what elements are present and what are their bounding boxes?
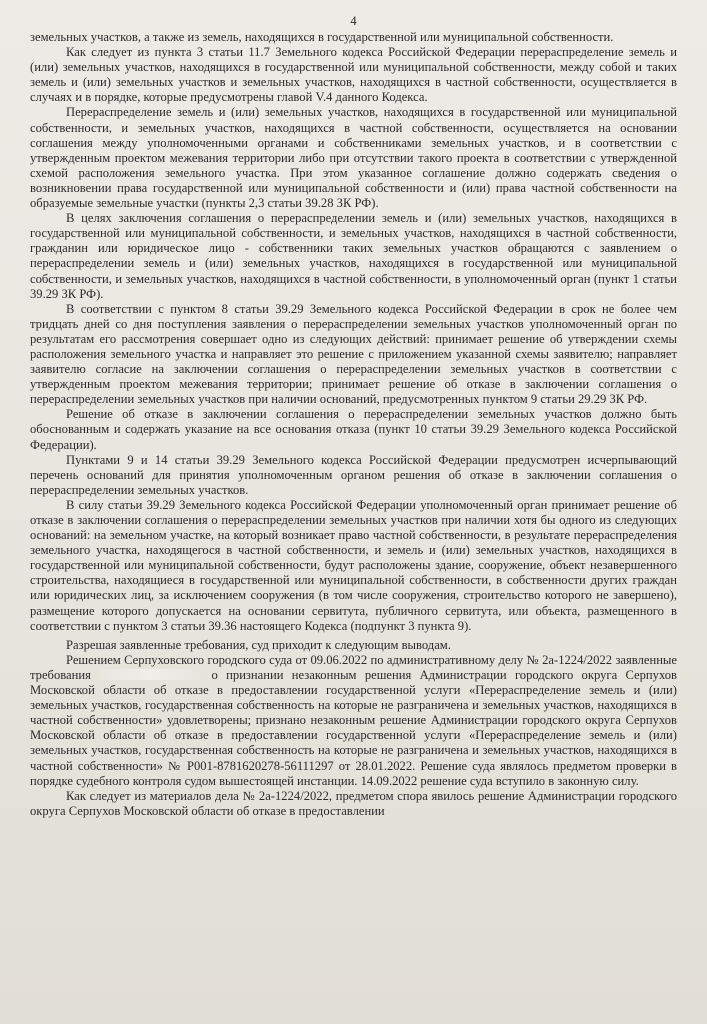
paragraph-case-materials: Как следует из материалов дела № 2а-1224/2022, предметом спора явилось решение Администрации городского округа Серпухов Московской области об отказе в предоставлении [30,788,677,818]
paragraph-application: В целях заключения соглашения о перераспределении земель и (или) земельных участков, находящихся в государственной или муниципальной собственности, и земельных участков, находящихся в частной собственности, гражданин или юридическое лицо - собственники таких земельных участков обращаются с заявлением о перераспределении земель и (или) земельных участков, находящихся в государственной или муниципальной собственности, и земельных участков, находящихся в частной собственности, в уполномоченный орган (пункт 1 статьи 39.29 ЗК РФ). [30,211,677,301]
paragraph-refusal-grounds: В силу статьи 39.29 Земельного кодекса Российской Федерации уполномоченный орган принимает решение об отказе в заключении соглашения о перераспределении земельных участков при наличии хотя бы одного из следующих оснований: на земельном участке, на который возникает право частной собственности, в результате перераспределения земельного участка, находящегося в частной собственности, и земель и (или) земельных участков, находящихся в государственной или муниципальной собственности, будут расположены здание, сооружение, объект незавершенного строительства, находящиеся в государственной или муниципальной собственности, в собственности других граждан или юридических лиц, за исключением сооружения (в том числе сооружения, строительство которого не завершено), размещение которого допускается на основании сервитута, публичного сервитута, или объекта, размещенного в соответствии с пунктом 3 статьи 39.36 настоящего Кодекса (подпункт 3 пункта 9). [30,497,677,633]
page-number: 4 [350,14,357,28]
paragraph-court-conclusion: Разрешая заявленные требования, суд приходит к следующим выводам. [66,637,451,652]
redacted-name [99,669,203,680]
paragraph-continuation: земельных участков, а также из земель, находящихся в государственной или муниципальной собственности. [30,30,614,44]
paragraph-article-39-29-p8: В соответствии с пунктом 8 статьи 39.29 Земельного кодекса Российской Федерации в срок не более чем тридцать дней со дня поступления заявления о перераспределении земельных участков уполномоченный орган по результатам его рассмотрения совершает одно из следующих действий: принимает решение об утверждении схемы расположения земельного участка и направляет это решение с приложением указанной схемы заявителю; направляет заявителю согласие на заключении соглашения о перераспределении земельных участков в соответствии с утвержденным проектом межевания территории; принимает решение об отказе в заключении соглашения о перераспределении земельных участков при наличии оснований, предусмотренных пунктом 9 статьи 29.29 ЗК РФ. [30,301,677,407]
paragraph-redistribution-basis: Перераспределение земель и (или) земельных участков, находящихся в государственной или муниципальной собственности, и земельных участков, находящихся в частной собственности, осуществляется на основании соглашения между уполномоченными органами и собственниками земельных участков, и в соответствии с утвержденным проектом межевания территории либо при отсутствии такого проекта в соответствии с утвержденной схемой расположения земельного участка. При этом указанное соглашение должно содержать сведения о возникновении права государственной или муниципальной собственности и (или) права частной собственности на образуемые земельные участки (пункты 2,3 статьи 39.28 ЗК РФ). [30,105,677,211]
paragraph-article-11-7: Как следует из пункта 3 статьи 11.7 Земельного кодекса Российской Федерации перераспределение земель и (или) земельных участков, находящихся в государственной или муниципальной собственности, между собой и таких земель и (или) земельных участков и земельных участков, находящихся в частной собственности, осуществляется в случаях и в порядке, которые предусмотрены главой V.4 данного Кодекса. [30,45,677,105]
decision-text-start: Решением Серпуховского городского суда от 09.06.2022 по административному делу № 2а-1224/2022 заявленные требования [30,652,677,682]
decision-text-end: о признании незаконным решения Администрации городского округа Серпухов Московской области об отказе в предоставлении государственной услуги «Перераспределение земель и (или) земельных участков, государственная собственность на которые не разграничена и земельных участков, находящихся в частной собственности» удовлетворены; признано незаконным решение Администрации городского округа Серпухов Московской области об отказе в предоставлении государственной услуги «Перераспределение земель и (или) земельных участков, государственная собственность на которые не разграничена и земельных участков, находящихся в частной собственности» № Р001-8781620278-56111297 от 28.01.2022. Решение суда являлось предметом проверки в порядке судебного контроля судом вышестоящей инстанции. 14.09.2022 решение суда вступило в законную силу. [30,667,678,788]
paragraph-exhaustive-list: Пунктами 9 и 14 статьи 39.29 Земельного кодекса Российской Федерации предусмотрен исчерпывающий перечень оснований для принятия уполномоченным органом решения об отказе в заключении соглашения о перераспределении земельных участков. [30,452,677,497]
paragraph-refusal-justified: Решение об отказе в заключении соглашения о перераспределении земельных участков должно быть обоснованным и содержать указание на все основания отказа (пункт 10 статьи 39.29 Земельного кодекса Российской Федерации). [30,407,677,452]
paragraph-court-decision [30,653,677,789]
